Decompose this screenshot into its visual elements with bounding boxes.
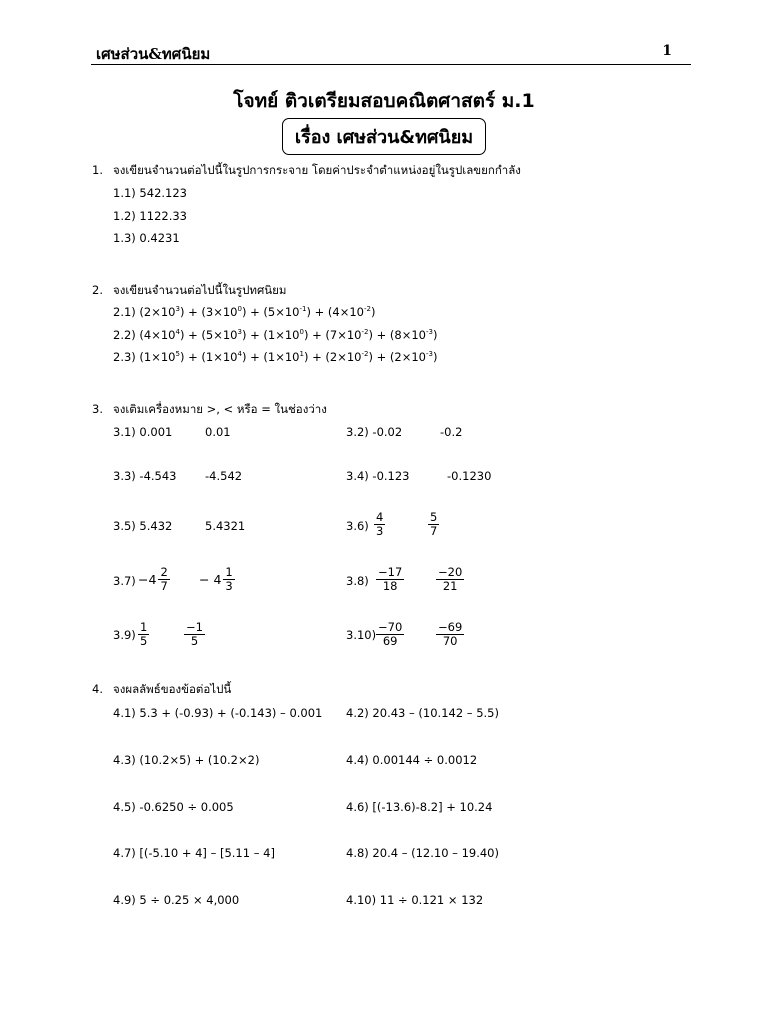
q3-item-8-fraction-a <box>376 566 404 593</box>
q3-item-9-label: 3.9) <box>113 628 136 642</box>
q3-item-3-label: 3.3) -4.543 <box>113 469 177 483</box>
q4-item-5: 4.5) -0.6250 ÷ 0.005 <box>113 800 234 814</box>
q3-item-7-mixed-b <box>199 566 235 593</box>
q3-item-6-fraction-b <box>428 511 439 538</box>
numerator: −69 <box>438 620 463 634</box>
denominator: 18 <box>382 579 398 593</box>
fraction-part <box>158 566 169 593</box>
numerator: −1 <box>186 620 203 634</box>
numerator: 1 <box>225 565 233 579</box>
q3-item-10-fraction-b <box>436 621 464 648</box>
subtitle-box: เรื่อง เศษส่วน&ทศนิยม <box>282 118 486 155</box>
page-title: โจทย์ ติวเตรียมสอบคณิตศาสตร์ ม.1 <box>233 90 535 112</box>
q3-item-10-label: 3.10) <box>346 628 377 642</box>
numerator: −17 <box>378 565 403 579</box>
q1-item-2: 1.2) 1122.33 <box>113 209 187 223</box>
denominator: 5 <box>190 634 199 648</box>
q3-item-8-fraction-b <box>436 566 464 593</box>
q4-item-7: 4.7) [(-5.10 + 4] – [5.11 – 4] <box>113 846 275 860</box>
q3-item-1-right: 0.01 <box>205 425 231 439</box>
q4-item-2: 4.2) 20.43 – (10.142 – 5.5) <box>346 706 499 720</box>
q1-number: 1. <box>92 163 103 177</box>
q2-number: 2. <box>92 283 103 297</box>
q3-text: จงเติมเครื่องหมาย >, < หรือ = ในช่องว่าง <box>113 402 327 416</box>
denominator: 7 <box>160 579 168 593</box>
header-divider <box>91 64 691 65</box>
q1-text: จงเขียนจำนวนต่อไปนี้ในรูปการกระจาย โดยค่าประจำตำแหน่งอยู่ในรูปเลขยกกำลัง <box>113 163 521 177</box>
q3-item-6-label: 3.6) <box>346 519 369 533</box>
q4-item-10: 4.10) 11 ÷ 0.121 × 132 <box>346 893 484 907</box>
whole-part: −4 <box>138 572 157 587</box>
q4-item-1: 4.1) 5.3 + (-0.93) + (-0.143) – 0.001 <box>113 706 323 720</box>
q2-item-2: 2.2) $(4\times 10^4) + (5\times 10^3) + (1\times 10^0) + (7\times 10^{-2}) + (8\times 10^{-3})$ <box>113 328 438 342</box>
page-number: 1 <box>662 43 672 59</box>
denominator: 3 <box>225 579 233 593</box>
q3-item-7-mixed-a <box>138 566 170 593</box>
q2-item-3: 2.3) $(1\times 10^5) + (1\times 10^4) + (1\times 10^1) + (2\times 10^{-2}) + (2\times 10^{-3})$ <box>113 350 438 364</box>
q3-item-9-fraction-a <box>138 621 149 648</box>
whole-part: − 4 <box>199 572 222 587</box>
q1-item-1: 1.1) 542.123 <box>113 186 187 200</box>
q3-item-1-label: 3.1) 0.001 <box>113 425 173 439</box>
q3-item-5-right: 5.4321 <box>205 519 246 533</box>
numerator: 4 <box>376 510 384 524</box>
q3-item-2-right: -0.2 <box>440 425 463 439</box>
q4-number: 4. <box>92 682 103 696</box>
q3-item-10-fraction-a <box>376 621 404 648</box>
subtitle-container <box>0 118 768 155</box>
denominator: 7 <box>430 524 438 538</box>
numerator: −70 <box>378 620 403 634</box>
q3-item-4-right: -0.1230 <box>447 469 492 483</box>
numerator: 5 <box>430 510 438 524</box>
q3-item-2-label: 3.2) -0.02 <box>346 425 403 439</box>
q4-item-9: 4.9) 5 ÷ 0.25 × 4,000 <box>113 893 240 907</box>
q3-number: 3. <box>92 402 103 416</box>
q1-item-3: 1.3) 0.4231 <box>113 231 180 245</box>
numerator: 1 <box>140 620 148 634</box>
numerator: −20 <box>438 565 463 579</box>
denominator: 5 <box>140 634 148 648</box>
q3-item-5-label: 3.5) 5.432 <box>113 519 173 533</box>
denominator: 21 <box>442 579 458 593</box>
q4-item-3: 4.3) (10.2×5) + (10.2×2) <box>113 753 260 767</box>
q2-text: จงเขียนจำนวนต่อไปนี้ในรูปทศนิยม <box>113 283 287 297</box>
q4-item-4: 4.4) 0.00144 ÷ 0.0012 <box>346 753 478 767</box>
q3-item-4-label: 3.4) -0.123 <box>346 469 410 483</box>
numerator: 2 <box>160 565 168 579</box>
q3-item-7-label: 3.7) <box>113 574 136 588</box>
denominator: 3 <box>376 524 384 538</box>
q3-item-8-label: 3.8) <box>346 574 369 588</box>
q3-item-6-fraction-a <box>374 511 385 538</box>
q3-item-9-fraction-b <box>184 621 205 648</box>
running-header-title: เศษส่วน&ทศนิยม <box>96 45 211 63</box>
fraction-part <box>223 566 234 593</box>
denominator: 69 <box>382 634 398 648</box>
q4-item-8: 4.8) 20.4 – (12.10 – 19.40) <box>346 846 499 860</box>
q4-text: จงผลลัพธ์ของข้อต่อไปนี้ <box>113 682 232 696</box>
q2-item-1: 2.1) $(2\times 10^3) + (3\times 10^0) + (5\times 10^{-1}) + (4\times 10^{-2})$ <box>113 305 376 319</box>
q4-item-6: 4.6) [(-13.6)-8.2] + 10.24 <box>346 800 493 814</box>
denominator: 70 <box>442 634 458 648</box>
q3-item-3-right: -4.542 <box>205 469 243 483</box>
